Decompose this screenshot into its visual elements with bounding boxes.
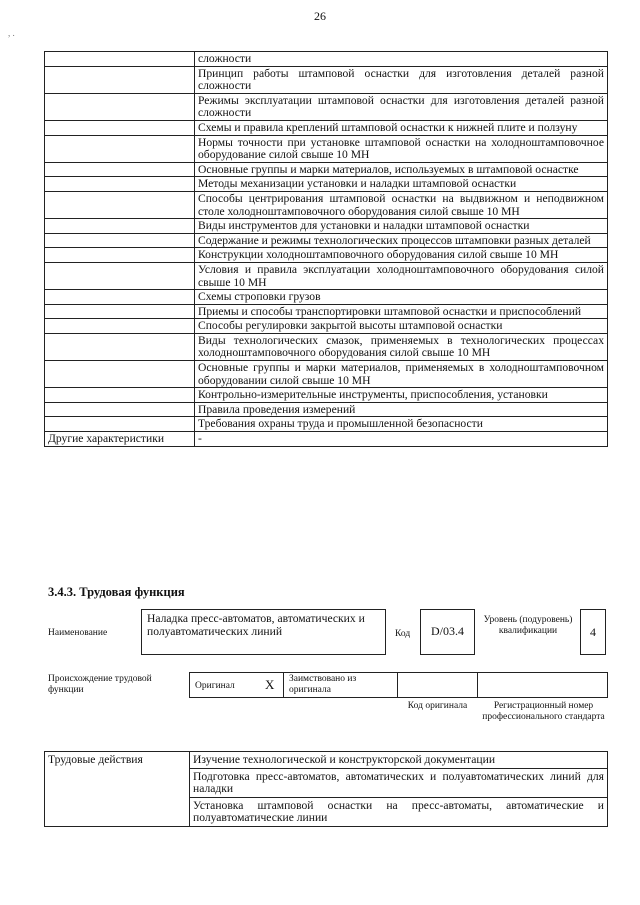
- requirement-text: Нормы точности при установке штамповой оснастки на холодноштамповочное оборудование силой свыше 10 МН: [195, 135, 608, 162]
- requirement-text: Схемы строповки грузов: [195, 290, 608, 305]
- requirement-text: Правила проведения измерений: [195, 402, 608, 417]
- origin-divider-3: [477, 672, 478, 698]
- requirement-row: [45, 333, 608, 360]
- requirement-left-cell: [45, 248, 195, 263]
- requirement-row: [45, 388, 608, 403]
- level-value: 4: [590, 625, 596, 639]
- section-title: 3.4.3. Трудовая функция: [48, 585, 185, 599]
- requirement-row: [45, 219, 608, 234]
- original-label: Оригинал: [195, 681, 235, 691]
- requirement-left-cell: [45, 402, 195, 417]
- requirement-row: [45, 191, 608, 218]
- requirement-text: Способы центрирования штамповой оснастки на выдвижном и неподвижном столе холодноштамповочного оборудования силой свыше 10 МН: [195, 191, 608, 218]
- requirement-left-cell: [45, 177, 195, 192]
- requirement-left-cell: [45, 304, 195, 319]
- requirement-text: Приемы и способы транспортировки штамповой оснастки и приспособлений: [195, 304, 608, 319]
- code-label: Код: [395, 629, 411, 639]
- requirement-left-cell: [45, 162, 195, 177]
- scan-specks: , .: [8, 28, 15, 38]
- requirement-text: Конструкции холодноштамповочного оборудования силой свыше 10 МН: [195, 248, 608, 263]
- requirement-text: Контрольно-измерительные инструменты, приспособления, установки: [195, 388, 608, 403]
- function-code-box: [420, 609, 475, 655]
- function-name-box: [141, 609, 386, 655]
- requirement-row: [45, 290, 608, 305]
- requirement-left-cell: [45, 417, 195, 432]
- requirement-text: Принцип работы штамповой оснастки для изготовления деталей разной сложности: [195, 66, 608, 93]
- requirement-left-cell: [45, 233, 195, 248]
- requirement-text: Условия и правила эксплуатации холодноштамповочного оборудования силой свыше 10 МН: [195, 262, 608, 289]
- requirement-text: Виды технологических смазок, применяемых в технологических процессах холодноштамповочного оборудования силой свыше 10 МН: [195, 333, 608, 360]
- name-label: Наименование: [48, 628, 108, 638]
- origin-divider-1: [283, 672, 284, 698]
- requirement-left-cell: [45, 135, 195, 162]
- labor-actions-table: [44, 751, 608, 827]
- requirement-row: [45, 319, 608, 334]
- requirement-left-cell: [45, 52, 195, 67]
- requirement-row: [45, 361, 608, 388]
- requirement-row: [45, 93, 608, 120]
- requirement-row: [45, 52, 608, 67]
- labor-action-text: Изучение технологической и конструкторской документации: [190, 752, 608, 769]
- requirement-text: Основные группы и марки материалов, используемых в штамповой оснастке: [195, 162, 608, 177]
- labor-action-text: Установка штамповой оснастки на пресс-автоматы, автоматические и полуавтоматические линии: [190, 797, 608, 826]
- function-name-value: Наладка пресс-автоматов, автоматических и полуавтоматических линий: [147, 612, 365, 638]
- requirement-row: [45, 135, 608, 162]
- other-characteristics-label: Другие характеристики: [45, 432, 195, 447]
- requirement-left-cell: [45, 361, 195, 388]
- origin-divider-2: [397, 672, 398, 698]
- requirement-row: [45, 417, 608, 432]
- other-characteristics-value: -: [195, 432, 608, 447]
- requirement-text: Способы регулировки закрытой высоты штамповой оснастки: [195, 319, 608, 334]
- requirement-row: [45, 162, 608, 177]
- requirement-text: Требования охраны труда и промышленной безопасности: [195, 417, 608, 432]
- code-caption: Код оригинала: [407, 701, 468, 711]
- requirement-row: [45, 248, 608, 263]
- requirement-text: Содержание и режимы технологических процессов штамповки разных деталей: [195, 233, 608, 248]
- function-code-value: D/03.4: [431, 624, 464, 638]
- requirement-row: [45, 233, 608, 248]
- requirement-row: [45, 120, 608, 135]
- level-box: [580, 609, 606, 655]
- requirement-row: [45, 177, 608, 192]
- other-characteristics-row: [45, 432, 608, 447]
- origin-row: [189, 672, 608, 698]
- labor-actions-label: Трудовые действия: [45, 752, 190, 827]
- requirement-left-cell: [45, 93, 195, 120]
- requirements-table: [44, 51, 608, 447]
- requirement-row: [45, 402, 608, 417]
- original-mark: X: [265, 677, 275, 692]
- requirement-text: сложности: [195, 52, 608, 67]
- requirement-left-cell: [45, 191, 195, 218]
- labor-action-row: [45, 752, 608, 769]
- level-label: Уровень (подуровень) квалификации: [483, 615, 573, 636]
- requirement-left-cell: [45, 333, 195, 360]
- requirement-text: Основные группы и марки материалов, применяемых в холодноштамповочном оборудовании силой свыше 10 МН: [195, 361, 608, 388]
- requirement-row: [45, 66, 608, 93]
- origin-label: Происхождение трудовой функции: [48, 674, 152, 695]
- reg-caption: Регистрационный номер профессионального стандарта: [482, 701, 605, 722]
- requirement-text: Режимы эксплуатации штамповой оснастки для изготовления деталей разной сложности: [195, 93, 608, 120]
- requirement-left-cell: [45, 290, 195, 305]
- page-number: 26: [314, 9, 326, 23]
- requirement-row: [45, 262, 608, 289]
- requirement-text: Методы механизации установки и наладки штамповой оснастки: [195, 177, 608, 192]
- requirement-row: [45, 304, 608, 319]
- requirement-left-cell: [45, 219, 195, 234]
- requirement-left-cell: [45, 319, 195, 334]
- requirement-left-cell: [45, 120, 195, 135]
- labor-action-text: Подготовка пресс-автоматов, автоматических и полуавтоматических линий для наладки: [190, 768, 608, 797]
- requirement-text: Схемы и правила креплений штамповой оснастки к нижней плите и ползуну: [195, 120, 608, 135]
- borrowed-label: Заимствовано из оригинала: [289, 674, 357, 695]
- requirement-left-cell: [45, 262, 195, 289]
- requirement-left-cell: [45, 388, 195, 403]
- requirement-left-cell: [45, 66, 195, 93]
- requirement-text: Виды инструментов для установки и наладки штамповой оснастки: [195, 219, 608, 234]
